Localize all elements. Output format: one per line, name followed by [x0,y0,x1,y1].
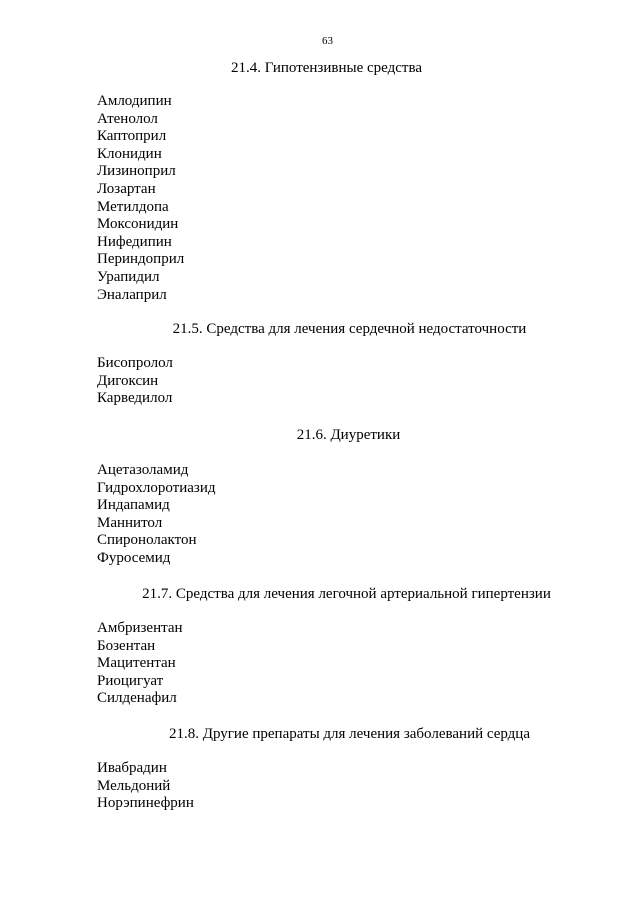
drug-item: Дигоксин [97,372,159,389]
drug-item: Риоцигуат [97,672,164,689]
drug-item: Каптоприл [97,128,167,145]
drug-list-other-heart-drugs [97,760,194,813]
section-title-antihypertensives: 21.4. Гипотензивные средства [230,60,422,76]
drug-item: Лозартан [97,180,156,197]
drug-item: Фуросемид [97,549,171,566]
drug-item: Атенолол [97,110,158,127]
drug-item: Маннитол [97,514,163,531]
drug-item: Нифедипин [97,233,172,250]
drug-item: Лизиноприл [97,163,176,180]
drug-item: Клонидин [97,145,162,162]
drug-item: Индапамид [97,497,170,514]
drug-item: Ацетазоламид [97,462,189,478]
drug-item: Норэпинефрин [97,795,194,812]
section-title-diuretics: 21.6. Диуретики [296,427,401,443]
drug-item: Ивабрадин [97,760,167,776]
drug-list-antihypertensives [97,93,184,304]
page-number: 63 [322,35,333,47]
drug-item: Карведилол [97,390,173,407]
drug-list-diuretics [97,462,216,568]
drug-item: Мацитентан [97,655,176,672]
drug-item: Метилдопа [97,198,169,215]
drug-item: Периндоприл [97,251,185,268]
drug-item: Силденафил [97,690,177,707]
drug-item: Гидрохлоротиазид [97,479,216,496]
drug-item: Амлодипин [97,93,172,109]
drug-item: Мельдоний [97,777,171,794]
drug-list-pulmonary-hypertension [97,620,183,708]
drug-item: Бозентан [97,637,156,654]
drug-item: Бисопролол [97,355,173,371]
section-title-pulmonary-hypertension: 21.7. Средства для лечения легочной артериальной гипертензии [142,586,551,602]
drug-item: Спиронолактон [97,532,197,549]
section-title-heart-failure: 21.5. Средства для лечения сердечной недостаточности [172,321,527,337]
section-title-other-heart-drugs: 21.8. Другие препараты для лечения заболеваний сердца [169,726,530,742]
drug-list-heart-failure [97,355,173,408]
drug-item: Урапидил [97,268,160,285]
drug-item: Эналаприл [97,286,167,303]
drug-item: Амбризентан [97,620,183,636]
drug-item: Моксонидин [97,216,179,233]
